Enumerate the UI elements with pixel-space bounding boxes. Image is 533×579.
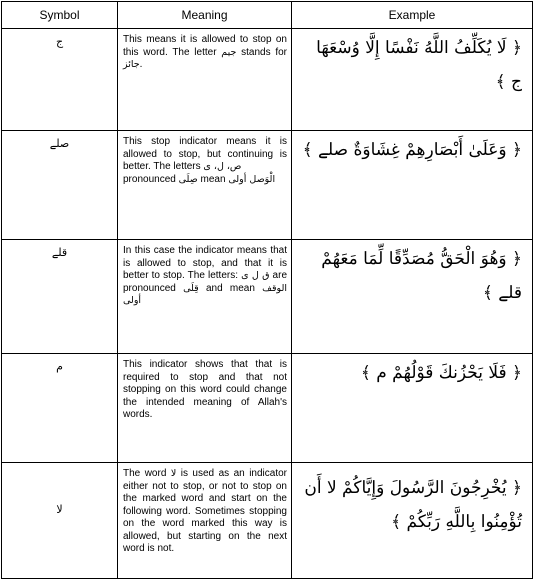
meaning-text: This means it is allowed to stop on this word. The letter — [123, 34, 287, 58]
quran-example: ﴿ وَعَلَىٰ أَبْصَارِهِمْ غِشَاوَةٌ صلے ﴾ — [302, 140, 522, 160]
stop-symbol: قلے — [51, 246, 68, 259]
header-symbol: Symbol — [2, 2, 118, 29]
stop-symbol: م — [56, 360, 63, 373]
meaning-text: mean — [197, 173, 229, 185]
table-row — [2, 354, 533, 463]
meaning-cell — [118, 29, 292, 131]
symbol-cell — [2, 354, 118, 463]
quran-example: ﴿ لَا يُكَلِّفُ اللَّهُ نَفْسًا إِلَّا وُسْعَهَا ج ﴾ — [316, 38, 522, 92]
meaning-text: and mean — [198, 282, 263, 294]
arabic-term: جائز — [123, 59, 140, 70]
meaning-text: pronounced — [123, 173, 179, 185]
stop-symbol: لا — [56, 503, 63, 516]
quran-example: ﴿ وَهُوَ الْحَقُّ مُصَدِّقًا لِّمَا مَعَهُمْ قلے ﴾ — [321, 249, 522, 303]
arabic-term: الْوَصل أولى — [228, 173, 276, 185]
meaning-text: This stop indicator means it is allowed to stop, but continuing is better. The letters — [123, 136, 287, 172]
arabic-term: الوقف أولى — [123, 282, 287, 306]
header-row — [2, 2, 533, 29]
meaning-cell — [118, 354, 292, 463]
table-row — [2, 463, 533, 579]
quran-example: ﴿ فَلَا يَحْزُنكَ قَوْلُهُمْ م ﴾ — [360, 363, 522, 383]
table-row — [2, 240, 533, 354]
meaning-text: stands for — [236, 46, 287, 58]
example-cell — [292, 29, 533, 131]
header-example: Example — [292, 2, 533, 29]
example-cell — [292, 240, 533, 354]
meaning-text: are pronounced — [123, 270, 288, 294]
symbol-cell — [2, 131, 118, 240]
table-row — [2, 131, 533, 240]
stop-symbol: صلے — [49, 137, 70, 150]
meaning-text: In this case the indicator means that is allowed to stop, and that it is better to stop. The letters: — [123, 245, 287, 281]
symbol-cell — [2, 463, 118, 579]
example-cell — [292, 131, 533, 240]
meaning-cell — [118, 240, 292, 354]
arabic-term: ص، ل، ى — [203, 161, 242, 172]
symbol-cell — [2, 29, 118, 131]
quran-example: ﴿ يُخْرِجُونَ الرَّسُولَ وَإِيَّاكُمْ لا أَن تُؤْمِنُوا بِاللَّهِ رَبِّكُمْ ﴾ — [304, 478, 522, 532]
arabic-term: لا — [170, 468, 177, 479]
meaning-cell — [118, 131, 292, 240]
stop-symbol: ج — [55, 35, 64, 48]
symbol-cell — [2, 240, 118, 354]
table-row — [2, 29, 533, 131]
meaning-cell — [118, 463, 292, 579]
meaning-text: . — [139, 59, 143, 70]
meaning-text: The word — [123, 468, 171, 479]
meaning-text: This indicator shows that that is required to stop and that not stopping on this word could change the intended meaning of Allah's words. — [123, 359, 287, 420]
waqf-symbols-table — [1, 1, 533, 579]
example-cell — [292, 354, 533, 463]
arabic-term: قِلَى — [183, 282, 199, 294]
header-meaning: Meaning — [118, 2, 292, 29]
example-cell — [292, 463, 533, 579]
meaning-text: is used as an indicator either not to stop, or not to stop on the marked word and start on the following word. Sometimes stopping on the word marked this way is allowed, but starting on the next word is not. — [123, 468, 287, 554]
arabic-term: جيم — [221, 46, 237, 58]
arabic-term: صِلَى — [178, 173, 198, 185]
arabic-term: ق ل ى — [241, 270, 270, 281]
